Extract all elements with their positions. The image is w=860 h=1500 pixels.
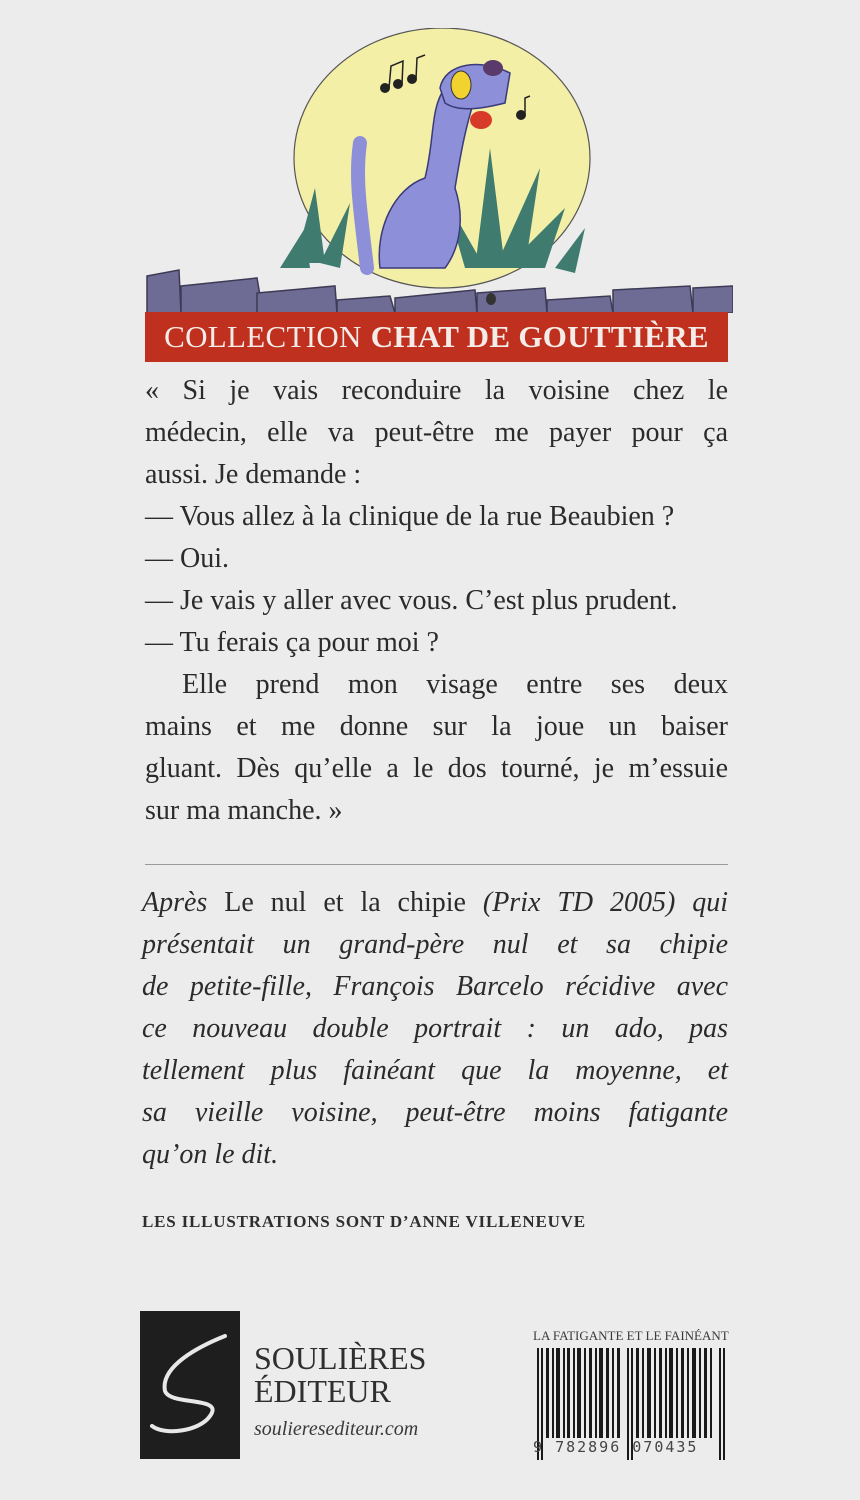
illustrator-credit: LES ILLUSTRATIONS SONT D’ANNE VILLENEUVE <box>142 1212 586 1231</box>
blurb-line: qu’on le dit. <box>142 1139 279 1170</box>
publisher-line2: ÉDITEUR <box>254 1373 391 1409</box>
blurb-text: (Prix TD 2005) qui <box>465 887 729 918</box>
publisher-website: soulieresediteur.com <box>254 1418 419 1440</box>
blurb-text: Après <box>142 887 225 918</box>
blurb-line: sa vieille voisine, peut-être moins fatigante <box>142 1097 728 1128</box>
blurb-line: tellement plus fainéant que la moyenne, et <box>142 1055 728 1086</box>
s-logo-icon <box>140 1311 240 1459</box>
excerpt-line: — Vous allez à la clinique de la rue Beaubien ? <box>145 501 675 532</box>
book-excerpt <box>145 370 728 832</box>
excerpt-line: mains et me donne sur la joue un baiser <box>145 711 728 742</box>
excerpt-line: — Tu ferais ça pour moi ? <box>145 627 439 658</box>
isbn-group1: 782896 <box>555 1438 622 1456</box>
blurb-line: de petite-fille, François Barcelo récidive avec <box>142 971 728 1002</box>
publisher-logo <box>140 1311 240 1459</box>
excerpt-line: — Oui. <box>145 543 229 574</box>
referenced-title: Le nul et la chipie <box>224 887 466 918</box>
excerpt-line: médecin, elle va peut-être me payer pour ça <box>145 417 728 448</box>
publisher-line1: SOULIÈRES <box>254 1340 427 1376</box>
blurb-line: présentait un grand-père nul et sa chipie <box>142 929 728 960</box>
barcode-title: LA FATIGANTE ET LE FAINÉANT <box>533 1328 729 1343</box>
divider <box>145 864 728 865</box>
publisher-name <box>254 1342 426 1408</box>
excerpt-line: gluant. Dès qu’elle a le dos tourné, je m’essuie <box>145 753 728 784</box>
excerpt-line: Elle prend mon visage entre ses deux <box>182 669 728 700</box>
excerpt-line: sur ma manche. » <box>145 795 343 826</box>
collection-name: CHAT DE GOUTTIÈRE <box>370 319 709 354</box>
excerpt-line: — Je vais y aller avec vous. C’est plus prudent. <box>145 585 678 616</box>
excerpt-line: aussi. Je demande : <box>145 459 362 490</box>
cover-illustration <box>145 28 733 313</box>
blurb-line <box>142 882 728 924</box>
collection-label: COLLECTION <box>164 319 362 354</box>
blurb-line: ce nouveau double portrait : un ado, pas <box>142 1013 728 1044</box>
isbn-number <box>533 1438 698 1456</box>
book-blurb <box>142 882 728 1176</box>
isbn-group2: 070435 <box>632 1438 699 1456</box>
isbn-prefix: 9 <box>533 1438 545 1456</box>
collection-banner <box>145 312 728 362</box>
excerpt-line: « Si je vais reconduire la voisine chez le <box>145 375 728 406</box>
